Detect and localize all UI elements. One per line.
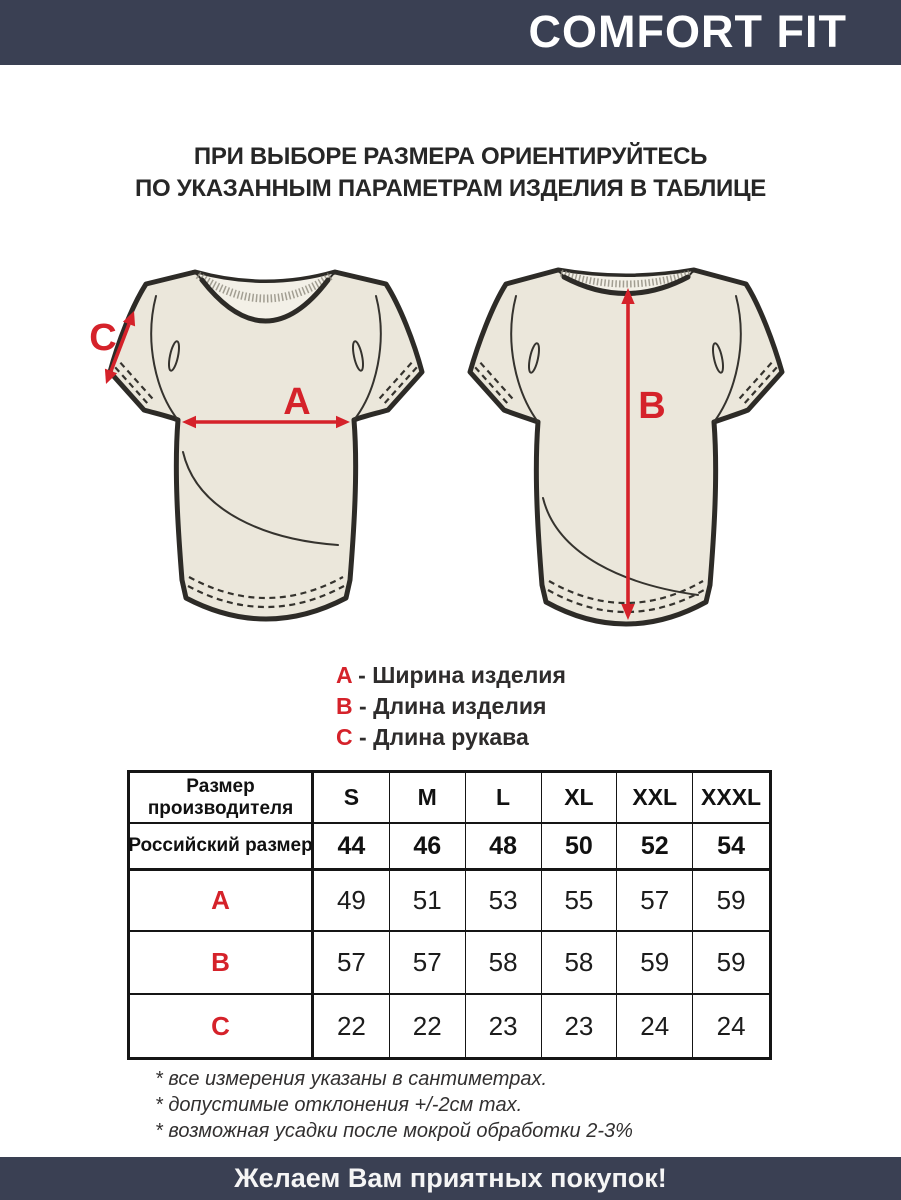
russian-size-value: 50 xyxy=(542,824,618,871)
value-b: 57 xyxy=(314,932,390,995)
legend-separator: - xyxy=(352,693,374,719)
value-b: 59 xyxy=(693,932,769,995)
value-a: 59 xyxy=(693,871,769,932)
value-c: 23 xyxy=(542,995,618,1057)
russian-size-value: 48 xyxy=(466,824,542,871)
label-b: B xyxy=(638,385,666,427)
row-label-c: C xyxy=(130,995,314,1057)
value-c: 24 xyxy=(716,1010,746,1041)
footer-bar xyxy=(0,1157,901,1200)
size-header: M xyxy=(390,773,466,824)
legend-text-a: Ширина изделия xyxy=(372,662,566,688)
value-a: 55 xyxy=(542,871,618,932)
legend-text-c: Длина рукава xyxy=(373,724,529,750)
value-c: 22 xyxy=(390,995,466,1057)
russian-size-value: 46 xyxy=(390,824,466,871)
footnotes xyxy=(155,1066,633,1144)
label-a: A xyxy=(283,381,311,423)
value-a: 49 xyxy=(314,871,390,932)
legend-separator: - xyxy=(352,724,374,750)
russian-size-value: 44 xyxy=(314,824,390,871)
legend-letter-c: C xyxy=(336,724,353,750)
intro-line-2: ПО УКАЗАННЫМ ПАРАМЕТРАМ ИЗДЕЛИЯ В ТАБЛИЦЕ xyxy=(135,175,766,202)
shirt-front-diagram xyxy=(82,250,442,630)
size-header: XL xyxy=(542,773,618,824)
value-c: 23 xyxy=(466,995,542,1057)
size-header: XXXL xyxy=(693,773,769,824)
footnote-3: * возможная усадки после мокрой обработки 2-3% xyxy=(155,1120,633,1142)
row-label-a: A xyxy=(130,871,314,932)
size-table xyxy=(127,770,772,1060)
legend-letter-a: A xyxy=(336,662,352,688)
footnote-2: * допустимые отклонения +/-2см max. xyxy=(155,1094,523,1116)
legend-item-c xyxy=(336,722,566,753)
value-b: 59 xyxy=(617,932,693,995)
value-a: 53 xyxy=(466,871,542,932)
brand-title: COMFORT FIT xyxy=(528,6,847,57)
shirt-back-diagram xyxy=(430,250,790,630)
row-label-b: B xyxy=(130,932,314,995)
header-bar xyxy=(0,0,901,65)
value-c: 24 xyxy=(617,995,693,1057)
shirt-front-body xyxy=(110,272,422,619)
intro-line-1: ПРИ ВЫБОРЕ РАЗМЕРА ОРИЕНТИРУЙТЕСЬ xyxy=(193,143,708,170)
russian-size-value: 52 xyxy=(617,824,693,871)
shirt-back-body xyxy=(470,270,782,624)
legend-text-b: Длина изделия xyxy=(373,693,547,719)
value-b: 57 xyxy=(390,932,466,995)
label-c: C xyxy=(89,317,117,359)
value-c: 22 xyxy=(314,995,390,1057)
russian-size-header: Российский размер xyxy=(130,824,314,871)
size-header: XXL xyxy=(617,773,693,824)
value-b: 58 xyxy=(542,932,618,995)
producer-size-header: Размер производителя xyxy=(130,773,314,824)
footer-message: Желаем Вам приятных покупок! xyxy=(234,1163,667,1193)
value-a: 57 xyxy=(617,871,693,932)
legend-separator: - xyxy=(351,662,373,688)
russian-size-value: 54 xyxy=(693,824,769,871)
intro-heading xyxy=(0,141,901,205)
value-a: 51 xyxy=(390,871,466,932)
size-header: S xyxy=(314,773,390,824)
footnote-1: * все измерения указаны в сантиметрах. xyxy=(155,1068,548,1090)
measurement-legend xyxy=(336,660,566,753)
legend-item-a xyxy=(336,660,566,691)
size-header: L xyxy=(466,773,542,824)
legend-letter-b: B xyxy=(336,693,353,719)
legend-item-b xyxy=(336,691,566,722)
value-b: 58 xyxy=(466,932,542,995)
